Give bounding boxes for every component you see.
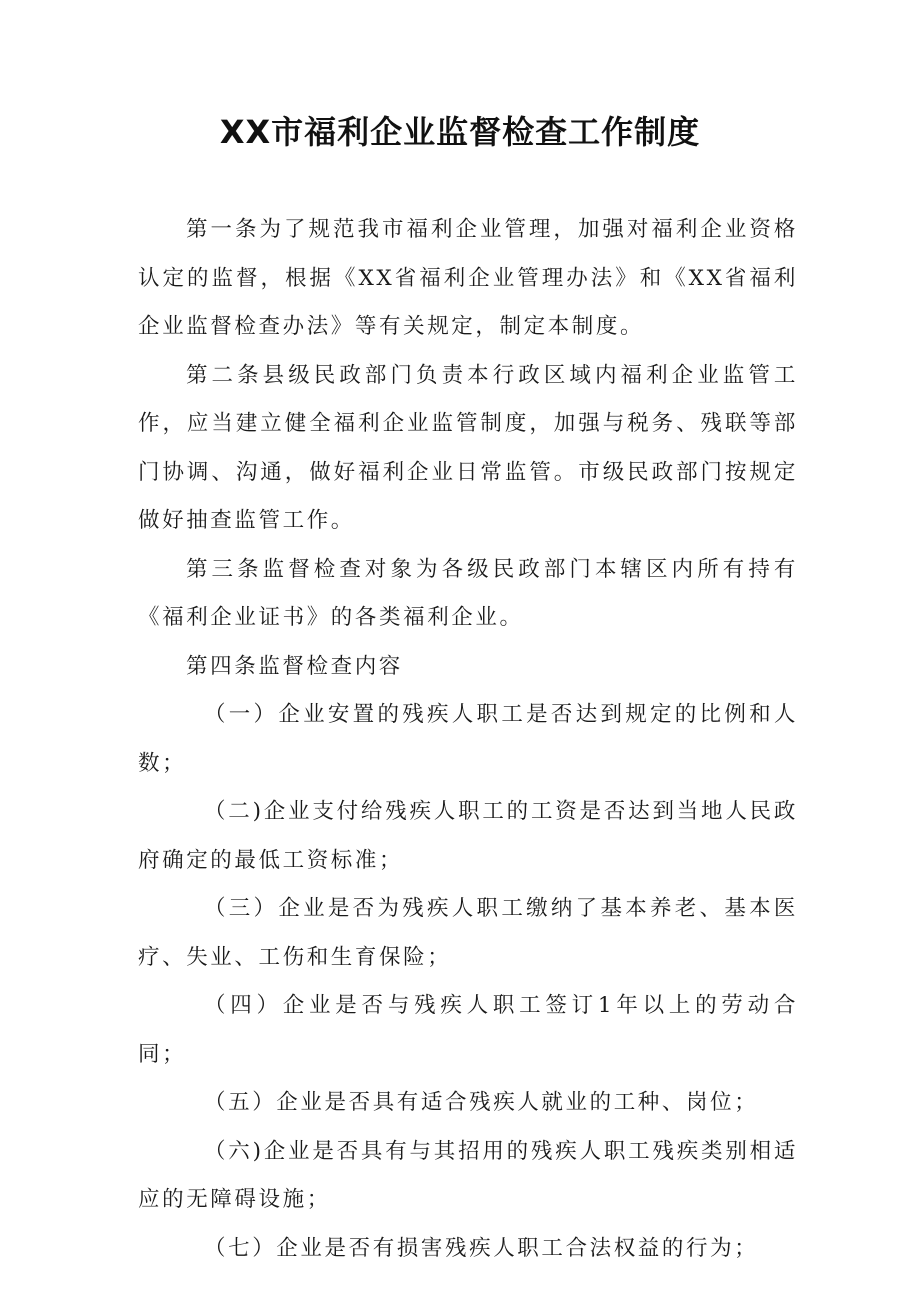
article-4-heading: 第四条监督检查内容 — [186, 653, 403, 679]
list-item-4: （四）企业是否与残疾人职工签订1年以上的劳动合同； — [138, 993, 798, 1067]
article-3: 第三条监督检查对象为各级民政部门本辖区内所有持有《福利企业证书》的各类福利企业。 — [138, 556, 798, 630]
document-title: XX市福利企业监督检查工作制度 — [219, 113, 701, 151]
list-item-6: （六)企业是否具有与其招用的残疾人职工残疾类别相适应的无障碍设施； — [138, 1138, 798, 1212]
list-item-1: （一）企业安置的残疾人职工是否达到规定的比例和人数； — [138, 702, 798, 776]
article-2: 第二条县级民政部门负责本行政区域内福利企业监管工作，应当建立健全福利企业监管制度，加强与税务、残联等部门协调、沟通，做好福利企业日常监管。市级民政部门按规定做好抽查监管工作。 — [138, 362, 798, 533]
list-item-3: （三）企业是否为残疾人职工缴纳了基本养老、基本医疗、失业、工伤和生育保险； — [138, 896, 798, 970]
list-item-2: （二)企业支付给残疾人职工的工资是否达到当地人民政府确定的最低工资标准； — [138, 799, 798, 873]
document-body — [138, 206, 798, 1273]
article-1: 第一条为了规范我市福利企业管理，加强对福利企业资格认定的监督，根据《XX省福利企业管理办法》和《XX省福利企业监督检查办法》等有关规定，制定本制度。 — [138, 217, 798, 339]
list-item-5: （五）企业是否具有适合残疾人就业的工种、岗位； — [204, 1090, 759, 1115]
list-item-7: （七）企业是否有损害残疾人职工合法权益的行为； — [204, 1235, 759, 1261]
